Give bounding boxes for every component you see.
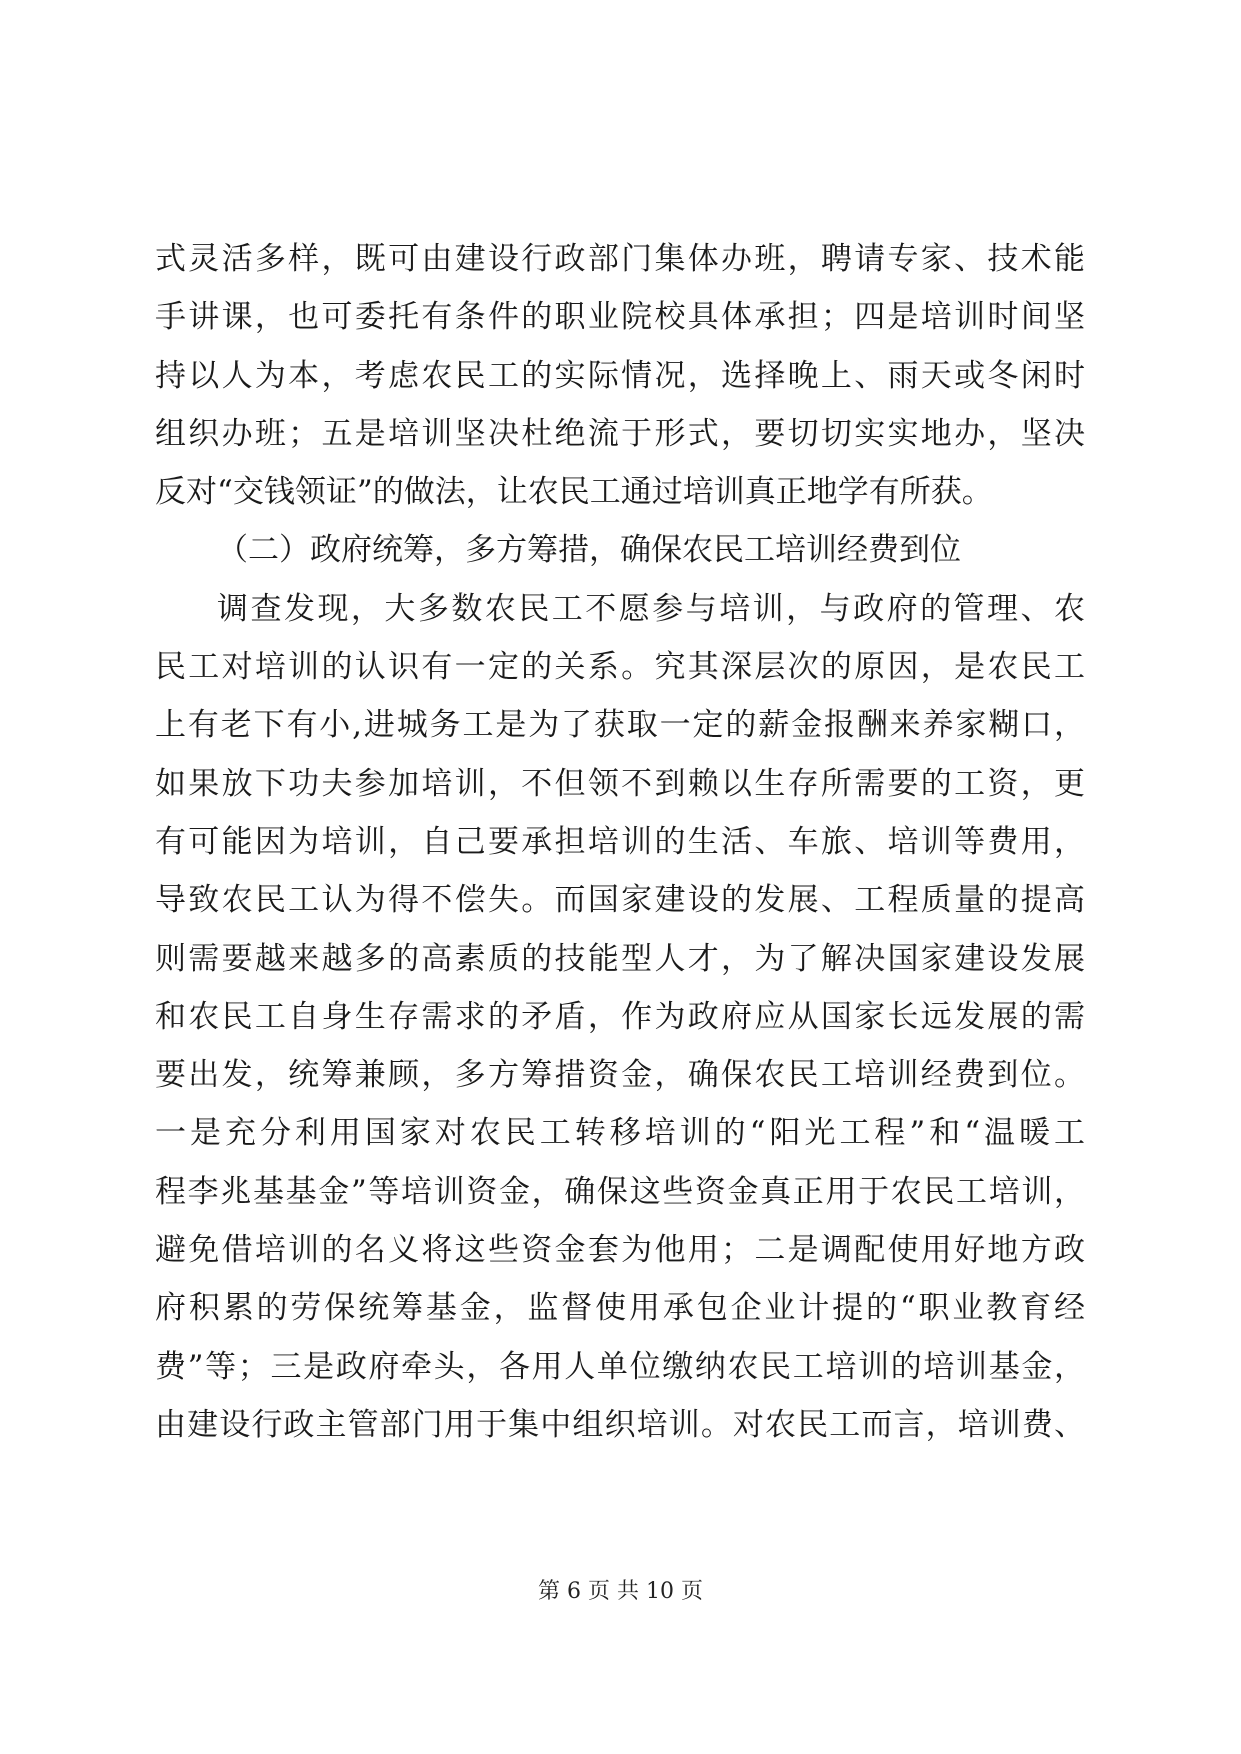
text-line: 由建设行政主管部门用于集中组织培训。对农民工而言，培训费、	[155, 1406, 1085, 1443]
section-heading: （二）政府统筹，多方筹措，确保农民工培训经费到位	[217, 532, 961, 569]
text-line: 持以人为本，考虑农民工的实际情况，选择晚上、雨天或冬闲时	[155, 357, 1085, 394]
text-line: 上有老下有小,进城务工是为了获取一定的薪金报酬来养家糊口，	[155, 707, 1085, 744]
text-line: 则需要越来越多的高素质的技能型人才，为了解决国家建设发展	[155, 940, 1085, 977]
text-line: 反对“交钱领证”的做法，让农民工通过培训真正地学有所获。	[155, 474, 993, 511]
text-line: 调查发现，大多数农民工不愿参与培训，与政府的管理、农	[217, 590, 1085, 627]
text-line: 有可能因为培训，自己要承担培训的生活、车旅、培训等费用，	[155, 823, 1085, 860]
text-line: 组织办班；五是培训坚决杜绝流于形式，要切切实实地办，坚决	[155, 415, 1085, 452]
text-line: 府积累的劳保统筹基金，监督使用承包企业计提的“职业教育经	[155, 1290, 1085, 1327]
text-line: 避免借培训的名义将这些资金套为他用；二是调配使用好地方政	[155, 1232, 1085, 1269]
body-text	[155, 230, 1085, 1454]
text-line: 民工对培训的认识有一定的关系。究其深层次的原因，是农民工	[155, 649, 1085, 686]
text-line: 导致农民工认为得不偿失。而国家建设的发展、工程质量的提高	[155, 882, 1085, 919]
text-line: 程李兆基基金”等培训资金，确保这些资金真正用于农民工培训，	[155, 1173, 1085, 1210]
text-line: 和农民工自身生存需求的矛盾，作为政府应从国家长远发展的需	[155, 998, 1085, 1035]
text-line: 费”等；三是政府牵头，各用人单位缴纳农民工培训的培训基金，	[155, 1348, 1085, 1385]
text-line: 手讲课，也可委托有条件的职业院校具体承担；四是培训时间坚	[155, 299, 1085, 336]
page-number-footer: 第 6 页 共 10 页	[538, 1579, 703, 1604]
text-line: 要出发，统筹兼顾，多方筹措资金，确保农民工培训经费到位。	[155, 1057, 1085, 1094]
text-line: 式灵活多样，既可由建设行政部门集体办班，聘请专家、技术能	[155, 241, 1085, 277]
text-line: 一是充分利用国家对农民工转移培训的“阳光工程”和“温暖工	[155, 1115, 1085, 1152]
text-line: 如果放下功夫参加培训，不但领不到赖以生存所需要的工资，更	[155, 765, 1085, 802]
